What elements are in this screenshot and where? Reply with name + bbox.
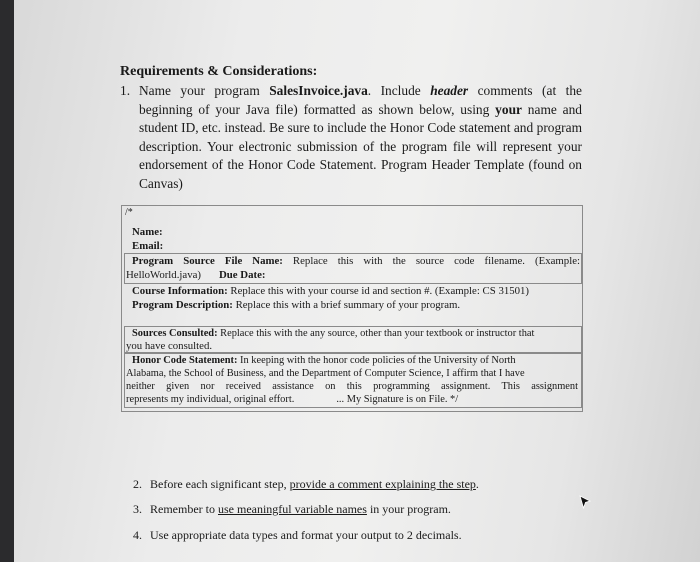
list-item-4: 4. Use appropriate data types and format your output to 2 decimals. — [133, 528, 462, 542]
honor-line-1: Honor Code Statement: In keeping with the honor code policies of the University of North — [132, 355, 516, 366]
honor-line-2: Alabama, the School of Business, and the Department of Computer Science, I affirm that I have — [126, 368, 525, 379]
email-label: Email: — [132, 240, 164, 252]
due-date-label: Due Date: — [218, 269, 266, 281]
name-label: Name: — [132, 226, 163, 238]
source-line: Program Source File Name: Replace this with the source code filename. (Example: — [132, 255, 580, 267]
list-item-2-underlined: provide a comment explaining the step — [289, 477, 476, 491]
mouse-cursor-icon — [578, 495, 592, 511]
list-item-3: 3. Remember to use meaningful variable names in your program. — [133, 502, 451, 516]
requirements-heading: Requirements & Considerations: — [120, 64, 318, 79]
honor-line-4: represents my individual, original effort. ... My Signature is on File. */ — [126, 394, 459, 405]
comment-open: /* — [125, 207, 133, 218]
your-word: your — [495, 101, 522, 117]
list-item-3-underlined: use meaningful variable names — [217, 502, 367, 516]
honor-line-3: neither given nor received assistance on this programming assignment. This assignment — [126, 381, 578, 392]
item-number: 1. — [120, 83, 131, 98]
source-line-2: HelloWorld.java) Due Date: — [126, 269, 266, 281]
list-item-2: 2. Before each significant step, provide a comment explaining the step. — [133, 477, 479, 491]
signature-text: ... My Signature is on File. */ — [336, 394, 459, 405]
header-word: header — [430, 83, 469, 98]
program-filename: SalesInvoice.java — [269, 83, 368, 98]
course-line: Course Information: Replace this with your course id and section #. (Example: CS 31501) — [132, 285, 530, 297]
header-template-box — [121, 205, 583, 412]
description-line: Program Description: Replace this with a brief summary of your program. — [132, 299, 461, 311]
list-item-1 — [120, 82, 582, 194]
item-text: Name your program SalesInvoice.java. Include header comments (at the beginning of your Java file) formatted as shown below, using your name and student ID, etc. instead. Be sure to include the Honor Code statement and program description. Your electronic submission of the program file will represent your endorsement of the Honor Code Statement. Program Header Template (found on Canvas) — [139, 83, 582, 191]
sources-line-2: you have consulted. — [126, 340, 213, 352]
sources-line: Sources Consulted: Replace this with the any source, other than your textbook or instructor that — [132, 328, 535, 339]
